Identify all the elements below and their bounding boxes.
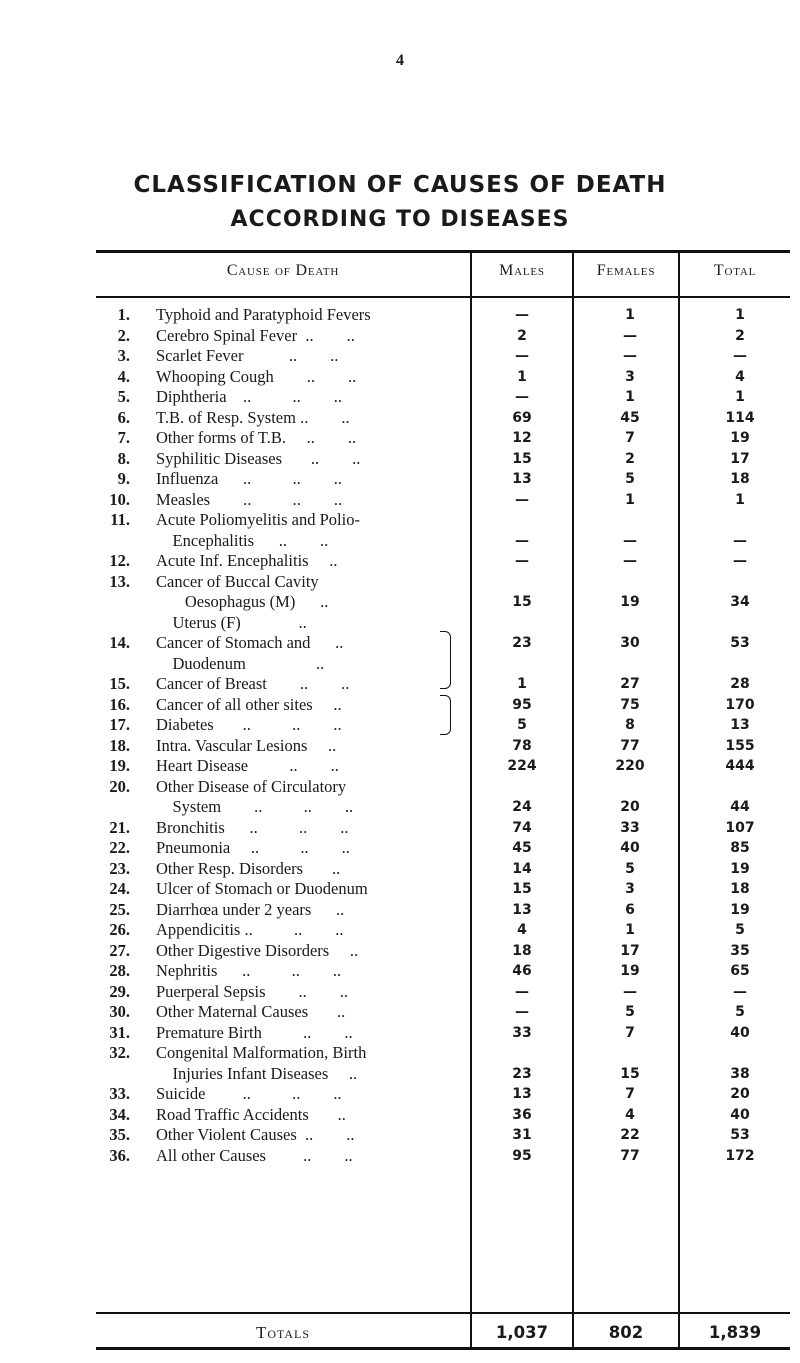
cell-males: 69 <box>512 409 532 426</box>
table-row <box>96 777 790 818</box>
row-number: 17. <box>109 715 130 734</box>
row-number: 18. <box>109 735 130 755</box>
table-row <box>96 982 790 1003</box>
row-number: 27. <box>109 940 130 960</box>
table-row <box>96 490 790 511</box>
totals-top-rule <box>96 1312 790 1314</box>
cell-females: 2 <box>625 450 635 467</box>
cell-males: 15 <box>512 881 532 897</box>
cell-females: — <box>623 553 637 569</box>
header-total: Total <box>713 262 757 279</box>
cell-males: 95 <box>512 1147 532 1164</box>
cell-females: 7 <box>625 1086 635 1102</box>
row-number: 22. <box>109 838 130 857</box>
table-row <box>96 572 790 634</box>
row-number: 21. <box>109 817 130 837</box>
cell-females: 19 <box>620 963 640 979</box>
table-row <box>96 900 790 921</box>
cell-females: 77 <box>620 1147 640 1164</box>
cell-total: 5 <box>735 922 745 938</box>
cell-females: 1 <box>625 922 635 938</box>
row-number: 13. <box>109 571 130 591</box>
cell-males: 18 <box>512 942 532 959</box>
row-number: 11. <box>110 510 130 529</box>
cell-total: 170 <box>725 696 755 713</box>
cell-males: 24 <box>512 799 532 815</box>
cause-label: Suicide .. .. .. <box>156 1084 342 1103</box>
row-number: 4. <box>117 366 130 386</box>
cause-label: System .. .. .. <box>156 797 354 816</box>
cell-females: 7 <box>625 430 635 446</box>
cell-total: 28 <box>730 676 750 692</box>
cell-females: 22 <box>620 1127 640 1143</box>
table-row <box>96 387 790 408</box>
table-bottom-rule <box>96 1347 790 1350</box>
cause-label: Road Traffic Accidents .. <box>156 1104 346 1124</box>
table-row <box>96 449 790 470</box>
cell-females: 1 <box>625 307 635 323</box>
cause-label: Intra. Vascular Lesions .. <box>156 735 337 755</box>
cell-total: 44 <box>730 799 750 815</box>
cell-females: — <box>623 983 637 1000</box>
cause-label: Syphilitic Diseases .. .. <box>156 448 361 468</box>
cause-label: All other Causes .. .. <box>156 1145 353 1165</box>
row-number: 3. <box>117 346 130 365</box>
cause-label: Other Violent Causes .. .. <box>156 1125 355 1144</box>
cell-females: 1 <box>625 491 635 508</box>
table-row <box>96 305 790 326</box>
table-row <box>96 1023 790 1044</box>
cell-total: — <box>733 348 747 364</box>
cell-total: 18 <box>730 471 750 487</box>
page-number: 4 <box>396 52 404 69</box>
totals-females: 802 <box>608 1323 644 1342</box>
cause-label: Cancer of all other sites .. <box>156 694 342 714</box>
cell-total: 34 <box>730 594 750 610</box>
cause-label: Oesophagus (M) .. <box>156 592 329 611</box>
cause-label: Other Digestive Disorders .. <box>156 940 359 960</box>
cell-total: 20 <box>730 1086 750 1102</box>
cell-females: 30 <box>620 635 640 651</box>
cell-males: 4 <box>517 922 527 938</box>
row-number: 9. <box>117 469 130 488</box>
table-row <box>96 469 790 490</box>
table-row <box>96 551 790 572</box>
table-row <box>96 961 790 982</box>
cell-females: — <box>623 348 637 364</box>
cell-females: 19 <box>620 594 640 610</box>
cause-label: Typhoid and Paratyphoid Fevers <box>156 305 371 324</box>
table-row <box>96 346 790 367</box>
cause-label: Cancer of Breast .. .. <box>156 674 350 693</box>
cell-males: 1 <box>517 676 527 692</box>
cause-label: Puerperal Sepsis .. .. <box>156 981 349 1001</box>
cause-label: Scarlet Fever .. .. <box>156 346 339 365</box>
cause-label: Ulcer of Stomach or Duodenum <box>156 879 368 898</box>
cell-males: — <box>515 983 529 1000</box>
cell-total: 1 <box>735 389 745 405</box>
cell-females: 33 <box>620 819 640 836</box>
cause-label: Cancer of Buccal Cavity <box>156 571 319 591</box>
cell-females: 3 <box>625 368 635 385</box>
cell-females: 3 <box>625 881 635 897</box>
cell-males: 12 <box>512 430 532 446</box>
cause-label: Duodenum .. <box>156 653 325 673</box>
cell-males: 45 <box>512 840 532 856</box>
row-number: 14. <box>109 633 130 652</box>
cause-label: Congenital Malformation, Birth <box>156 1043 367 1062</box>
cell-females: 75 <box>620 696 640 713</box>
cell-males: — <box>515 389 529 405</box>
cell-males: 13 <box>512 901 532 918</box>
table-row <box>96 879 790 900</box>
cell-total: — <box>733 983 747 1000</box>
header-females: Females <box>596 262 656 279</box>
row-number: 35. <box>109 1125 130 1144</box>
row-number: 28. <box>109 961 130 980</box>
table-row <box>96 1084 790 1105</box>
cell-males: 5 <box>517 717 527 733</box>
table-row <box>96 1125 790 1146</box>
cause-label: Whooping Cough .. .. <box>156 366 357 386</box>
cell-total: 107 <box>725 819 755 836</box>
table-row <box>96 1146 790 1167</box>
cell-total: 5 <box>735 1004 745 1020</box>
row-number: 7. <box>117 428 130 447</box>
page-subtitle: ACCORDING TO DISEASES <box>230 207 570 232</box>
cell-total: 53 <box>730 635 750 651</box>
cell-total: 1 <box>735 307 745 323</box>
cell-males: 13 <box>512 1086 532 1102</box>
cell-total: 155 <box>725 737 755 754</box>
cause-label: Uterus (F) .. <box>156 612 307 632</box>
table-row <box>96 818 790 839</box>
cell-total: 85 <box>730 840 750 856</box>
cause-label: Cancer of Stomach and .. <box>156 633 344 652</box>
cell-males: — <box>515 1004 529 1020</box>
row-number: 6. <box>117 407 130 427</box>
cell-males: 23 <box>512 1065 532 1082</box>
cell-males: — <box>515 553 529 569</box>
cell-females: — <box>623 532 637 549</box>
cell-males: 31 <box>512 1127 532 1143</box>
row-number: 34. <box>109 1104 130 1124</box>
cell-females: 4 <box>625 1106 635 1123</box>
cell-males: 1 <box>517 368 527 385</box>
cell-total: — <box>733 553 747 569</box>
row-number: 1. <box>117 305 130 324</box>
cell-females: 40 <box>620 840 640 856</box>
cell-total: 444 <box>725 758 755 774</box>
cell-total: 2 <box>735 327 745 344</box>
cell-males: 15 <box>512 450 532 467</box>
cell-total: 1 <box>735 491 745 508</box>
cell-females: 17 <box>620 942 640 959</box>
cell-females: 15 <box>620 1065 640 1082</box>
cell-males: 14 <box>512 860 532 877</box>
table-row <box>96 408 790 429</box>
row-number: 20. <box>109 776 130 796</box>
cell-males: 74 <box>512 819 532 836</box>
row-number: 25. <box>109 899 130 919</box>
cell-total: 53 <box>730 1127 750 1143</box>
table-row <box>96 1043 790 1084</box>
cell-females: 8 <box>625 717 635 733</box>
table-row <box>96 510 790 551</box>
table-row <box>96 326 790 347</box>
cell-total: 18 <box>730 881 750 897</box>
cell-females: 5 <box>625 860 635 877</box>
cause-label: Other Maternal Causes .. <box>156 1002 346 1021</box>
brace-row-13 <box>440 631 451 689</box>
cause-label: Injuries Infant Diseases .. <box>156 1063 358 1083</box>
cell-males: 224 <box>507 758 537 774</box>
cause-label: Cerebro Spinal Fever .. .. <box>156 325 355 345</box>
row-number: 31. <box>109 1022 130 1042</box>
cell-males: 78 <box>512 737 532 754</box>
table-row <box>96 1002 790 1023</box>
cell-total: 38 <box>730 1065 750 1082</box>
cell-males: 95 <box>512 696 532 713</box>
row-number: 32. <box>109 1043 130 1062</box>
cell-total: 19 <box>730 430 750 446</box>
table-row <box>96 920 790 941</box>
cell-males: 46 <box>512 963 532 979</box>
cell-males: 13 <box>512 471 532 487</box>
cell-females: 77 <box>620 737 640 754</box>
totals-label: Totals <box>255 1323 311 1342</box>
cause-label: Nephritis .. .. .. <box>156 961 342 980</box>
table-row <box>96 736 790 757</box>
row-number: 29. <box>109 981 130 1001</box>
cell-females: 5 <box>625 471 635 487</box>
row-number: 23. <box>109 858 130 878</box>
cell-males: 2 <box>517 327 527 344</box>
cause-label: Premature Birth .. .. <box>156 1022 353 1042</box>
cell-males: 23 <box>512 635 532 651</box>
row-number: 33. <box>109 1084 130 1103</box>
row-number: 2. <box>117 325 130 345</box>
table-row <box>96 859 790 880</box>
cause-label: Other Resp. Disorders .. <box>156 858 341 878</box>
cell-total: 35 <box>730 942 750 959</box>
header-cause: Cause of Death <box>226 262 340 279</box>
cell-males: 15 <box>512 594 532 610</box>
cause-label: Acute Poliomyelitis and Polio- <box>156 510 360 529</box>
cell-males: — <box>515 532 529 549</box>
row-number: 15. <box>109 674 130 693</box>
cause-label: Other Disease of Circulatory <box>156 776 347 796</box>
cell-total: 172 <box>725 1147 755 1164</box>
cause-label: Diabetes .. .. .. <box>156 715 342 734</box>
cell-total: 40 <box>730 1106 750 1123</box>
row-number: 16. <box>109 694 130 714</box>
cell-total: 65 <box>730 963 750 979</box>
table-row <box>96 428 790 449</box>
cause-label: Acute Inf. Encephalitis .. <box>156 551 338 570</box>
cause-label: Diphtheria .. .. .. <box>156 387 343 406</box>
cell-total: 19 <box>730 860 750 877</box>
cell-females: 20 <box>620 799 640 815</box>
cause-label: Pneumonia .. .. .. <box>156 838 350 857</box>
cell-females: 5 <box>625 1004 635 1020</box>
cell-total: 17 <box>730 450 750 467</box>
cell-females: 45 <box>620 409 640 426</box>
table-top-rule <box>96 250 790 253</box>
cause-label: T.B. of Resp. System .. .. <box>156 407 350 427</box>
table-row <box>96 367 790 388</box>
table-row <box>96 941 790 962</box>
cell-total: 4 <box>735 368 745 385</box>
cause-label: Appendicitis .. .. .. <box>156 920 344 939</box>
row-number: 36. <box>109 1145 130 1165</box>
row-number: 12. <box>109 551 130 570</box>
cell-males: — <box>515 348 529 364</box>
page-title: CLASSIFICATION OF CAUSES OF DEATH <box>133 172 667 198</box>
cause-label: Diarrhœa under 2 years .. <box>156 899 345 919</box>
cell-total: 114 <box>725 409 755 426</box>
table-row <box>96 838 790 859</box>
cell-females: 220 <box>615 758 645 774</box>
table-row <box>96 1105 790 1126</box>
cause-label: Influenza .. .. .. <box>156 469 343 488</box>
cell-females: 7 <box>625 1024 635 1041</box>
row-number: 24. <box>109 879 130 898</box>
totals-males: 1,037 <box>495 1323 549 1342</box>
header-rule <box>96 296 790 298</box>
cell-males: — <box>515 307 529 323</box>
cause-label: Measles .. .. .. <box>156 489 343 509</box>
header-males: Males <box>499 262 545 279</box>
cell-total: 40 <box>730 1024 750 1041</box>
cell-total: — <box>733 532 747 549</box>
row-number: 19. <box>109 756 130 775</box>
table-row <box>96 756 790 777</box>
cause-label: Other forms of T.B. .. .. <box>156 428 357 447</box>
cell-females: 27 <box>620 676 640 692</box>
cell-males: — <box>515 491 529 508</box>
totals-total: 1,839 <box>708 1323 762 1342</box>
brace-row-14 <box>440 695 451 735</box>
cell-males: 33 <box>512 1024 532 1041</box>
cell-total: 13 <box>730 717 750 733</box>
row-number: 10. <box>109 489 130 509</box>
cell-females: — <box>623 327 637 344</box>
cell-males: 36 <box>512 1106 532 1123</box>
cell-females: 1 <box>625 389 635 405</box>
row-number: 5. <box>117 387 130 406</box>
row-number: 8. <box>117 448 130 468</box>
row-number: 26. <box>109 920 130 939</box>
cell-total: 19 <box>730 901 750 918</box>
row-number: 30. <box>109 1002 130 1021</box>
cause-label: Encephalitis .. .. <box>156 530 329 550</box>
cause-label: Heart Disease .. .. <box>156 756 339 775</box>
cause-label: Bronchitis .. .. .. <box>156 817 349 837</box>
cell-females: 6 <box>625 901 635 918</box>
